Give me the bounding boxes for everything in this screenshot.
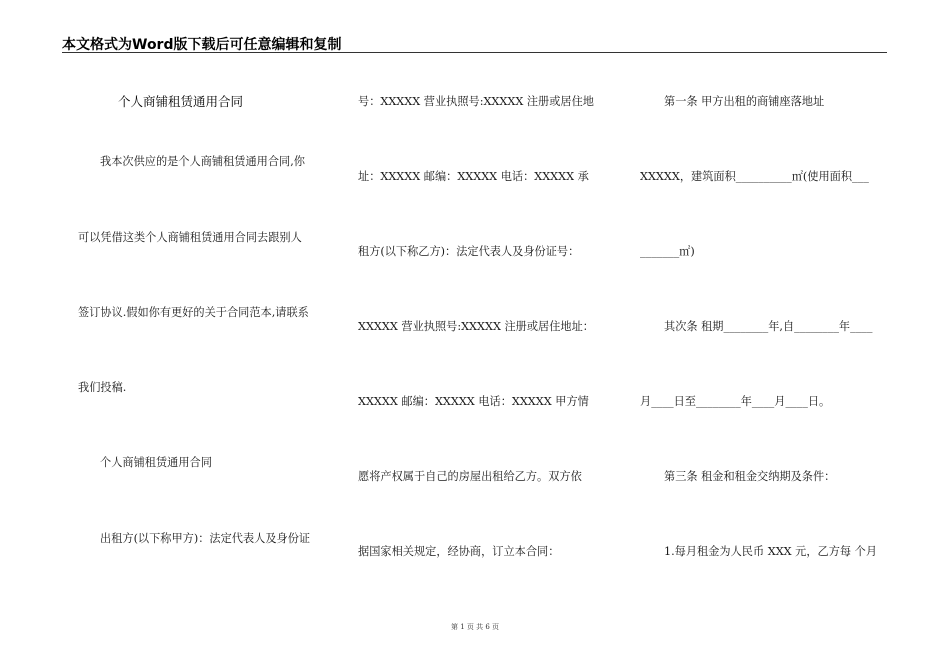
text-line: 租方(以下称乙方)：法定代表人及身份证号： xyxy=(358,245,580,258)
text-line: 1.每月租金为人民币 XXX 元，乙方每 个月 xyxy=(664,545,878,558)
article-heading: 第一条 甲方出租的商铺座落地址 xyxy=(664,95,825,108)
text-line: 愿将产权属于自己的房屋出租给乙方。双方依 xyxy=(358,470,582,483)
page-header-title: 本文格式为Word版下载后可任意编辑和复制 xyxy=(62,37,342,53)
text-line: 我们投稿. xyxy=(78,381,127,394)
page-number: 第 1 页 共 6 页 xyxy=(450,623,500,631)
article-heading: 其次条 租期________年,自________年____ xyxy=(664,320,873,333)
header-divider xyxy=(62,52,887,53)
text-line: XXXXX 营业执照号:XXXXX 注册或居住地址： xyxy=(358,320,594,333)
text-line: 月____日至________年____月____日。 xyxy=(640,395,831,408)
section-heading: 个人商铺租赁通用合同 xyxy=(100,456,212,469)
text-line: 可以凭借这类个人商铺租赁通用合同去跟别人 xyxy=(78,231,302,244)
text-line: 址：XXXXX 邮编：XXXXX 电话：XXXXX 承 xyxy=(358,170,589,183)
text-line: 签订协议.假如你有更好的关于合同范本,请联系 xyxy=(78,306,309,319)
document-title: 个人商铺租赁通用合同 xyxy=(118,94,244,109)
text-line: _______㎡) xyxy=(640,245,695,258)
text-line: 我本次供应的是个人商铺租赁通用合同,你 xyxy=(100,155,305,168)
article-heading: 第三条 租金和租金交纳期及条件： xyxy=(664,470,836,483)
text-line: 出租方(以下称甲方)：法定代表人及身份证 xyxy=(100,532,311,545)
text-line: 据国家相关规定，经协商，订立本合同： xyxy=(358,545,560,558)
text-line: XXXXX，建筑面积__________㎡(使用面积___ xyxy=(640,170,869,183)
text-line: XXXXX 邮编：XXXXX 电话：XXXXX 甲方情 xyxy=(358,395,589,408)
text-line: 号：XXXXX 营业执照号:XXXXX 注册或居住地 xyxy=(358,95,594,108)
